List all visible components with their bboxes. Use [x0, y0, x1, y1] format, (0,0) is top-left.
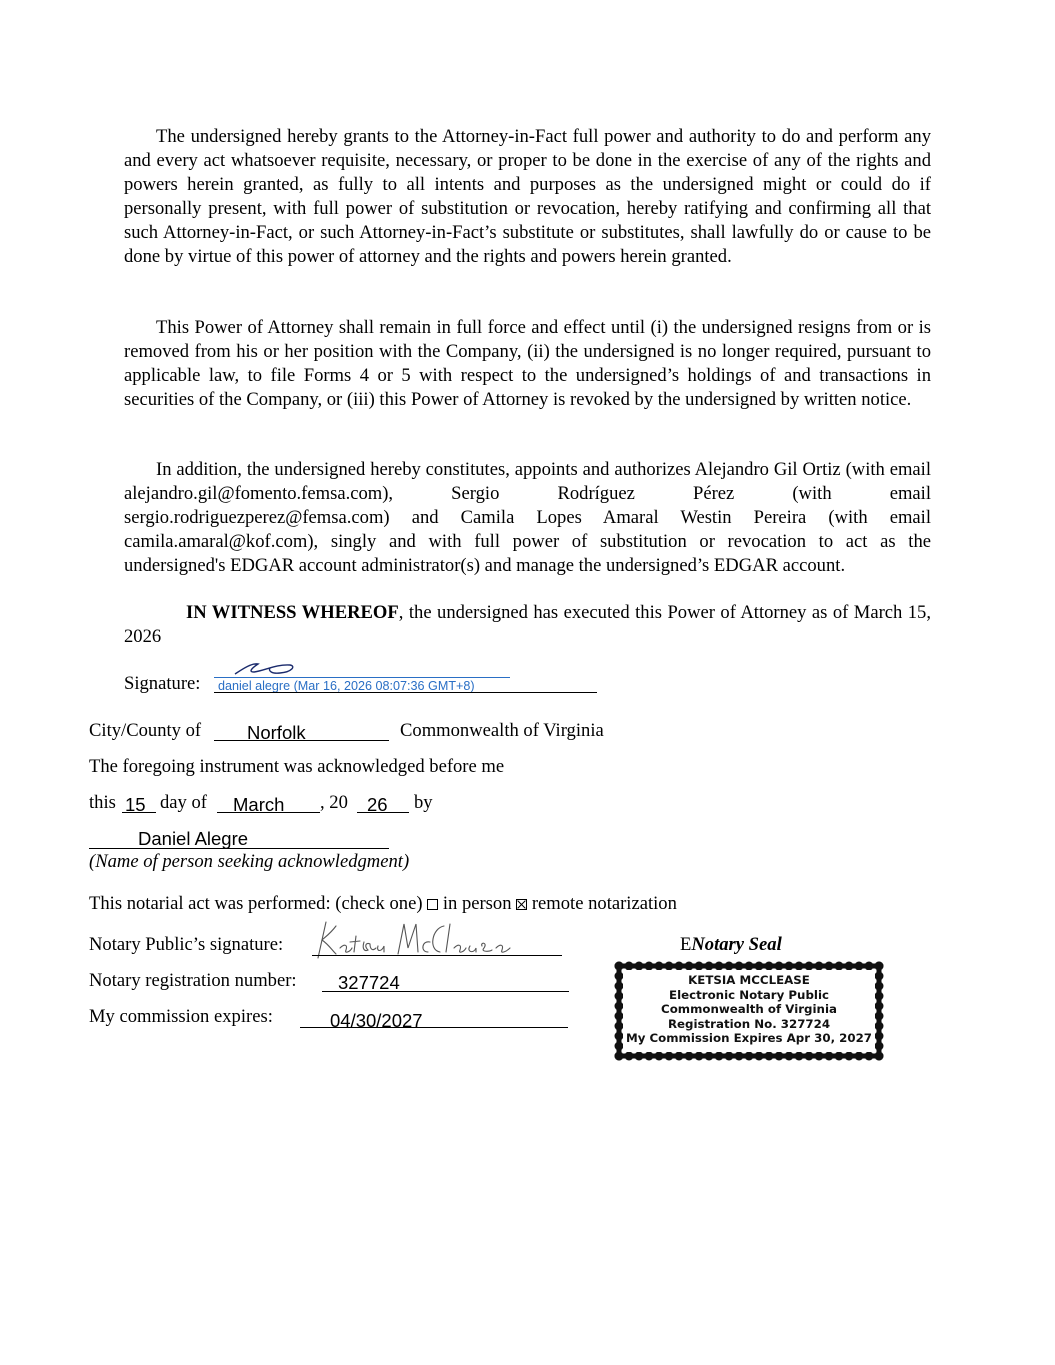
- commission-underline: [300, 1027, 568, 1028]
- paragraph-in-witness: [124, 601, 931, 649]
- esignature-scribble: [232, 659, 298, 679]
- paragraph-grant-of-authority: The undersigned hereby grants to the Attorney-in-Fact full power and authority to do and perform any and every act whatsoever requisite, necessary, or proper to be done in the exercise of any of the rights and powers herein granted, as fully to all intents and purposes as the undersigned might or could do if personally present, with full power of substitution or revocation, hereby ratifying and confirming all that such Attorney-in-Fact, or such Attorney-in-Fact’s substitute or substitutes, shall lawfully do or cause to be done by virtue of this power of attorney and the rights and powers herein granted.: [124, 126, 931, 267]
- in-person-checkbox[interactable]: [427, 899, 438, 910]
- seal-line-jurisdiction: Commonwealth of Virginia: [661, 1002, 837, 1017]
- by-label: by: [414, 792, 433, 813]
- in-person-label: in person: [442, 893, 512, 914]
- year-value: 26: [367, 794, 388, 815]
- month-value: March: [233, 794, 285, 815]
- remote-notarization-checkbox[interactable]: [516, 899, 527, 910]
- notary-signature-underline: [312, 955, 562, 956]
- city-county-value: Norfolk: [247, 722, 306, 743]
- notary-handwritten-signature: [312, 918, 512, 960]
- seal-heading: [680, 934, 782, 956]
- seal-line-title: Electronic Notary Public: [669, 987, 829, 1002]
- seal-line-expiry: My Commission Expires Apr 30, 2027: [625, 1031, 873, 1046]
- commission-expires-label: My commission expires:: [89, 1006, 273, 1027]
- city-underline: [214, 740, 389, 741]
- seal-line-registration: Registration No. 327724: [667, 1016, 831, 1031]
- esignature-stamp[interactable]: daniel alegre (Mar 16, 2026 08:07:36 GMT+8): [218, 679, 475, 693]
- remote-notarization-label: remote notarization: [531, 893, 677, 914]
- acknowledgment-line: The foregoing instrument was acknowledged before me: [89, 756, 505, 777]
- day-value: 15: [125, 794, 146, 815]
- notary-signature-label: Notary Public’s signature:: [89, 934, 284, 955]
- person-underline: [89, 848, 389, 849]
- paragraph-duration: This Power of Attorney shall remain in full force and effect until (i) the undersigned resigns from or is removed from his or her position with the Company, (ii) the undersigned is no longer required, pursuant to applicable law, to file Forms 4 or 5 with respect to the undersigned’s holdings of and transactions in securities of the Company, or (iii) this Power of Attorney is revoked by the undersigned by written notice.: [124, 317, 931, 410]
- seal-heading-text: Notary Seal: [691, 934, 782, 955]
- in-witness-heading: IN WITNESS WHEREOF: [186, 602, 399, 623]
- paragraph-edgar-administrators: In addition, the undersigned hereby constitutes, appoints and authorizes Alejandro Gil Ortiz (with email alejandro.gil@fomento.femsa.com), Sergio Rodríguez Pérez (with email sergio.rodriguezperez@femsa.com) and Camila Lopes Amaral Westin Pereira (with email camila.amaral@kof.com), singly and with full power of substitution or revocation to act as the undersigned's EDGAR account administrator(s) and manage the undersigned’s EDGAR account.: [124, 459, 931, 576]
- seal-line-name: KETSIA MCCLEASE: [688, 973, 810, 987]
- notary-seal-text: [622, 973, 876, 1046]
- registration-underline: [322, 991, 569, 992]
- day-of-label: day of: [160, 792, 207, 813]
- signature-underline: [214, 692, 597, 693]
- notarial-act-label: This notarial act was performed: (check one): [89, 893, 423, 914]
- this-label: this: [89, 792, 116, 813]
- in-witness-text: , the undersigned has executed this Power of Attorney as of March 15, 2026: [124, 602, 932, 647]
- month-underline: [217, 812, 320, 813]
- notarial-act-row: [89, 893, 677, 915]
- commonwealth-text: Commonwealth of Virginia: [400, 720, 604, 741]
- registration-value: 327724: [338, 972, 400, 993]
- city-county-label: City/County of: [89, 720, 202, 741]
- signature-label: Signature:: [124, 673, 201, 694]
- registration-label: Notary registration number:: [89, 970, 297, 991]
- year-prefix: , 20: [320, 792, 348, 813]
- year-underline: [357, 812, 409, 813]
- person-caption: (Name of person seeking acknowledgment): [89, 851, 410, 872]
- seal-heading-prefix: E: [680, 934, 692, 955]
- person-name-value: Daniel Alegre: [138, 828, 249, 849]
- esignature-rule: [214, 677, 510, 678]
- day-underline: [122, 812, 156, 813]
- commission-expires-value: 04/30/2027: [330, 1010, 423, 1031]
